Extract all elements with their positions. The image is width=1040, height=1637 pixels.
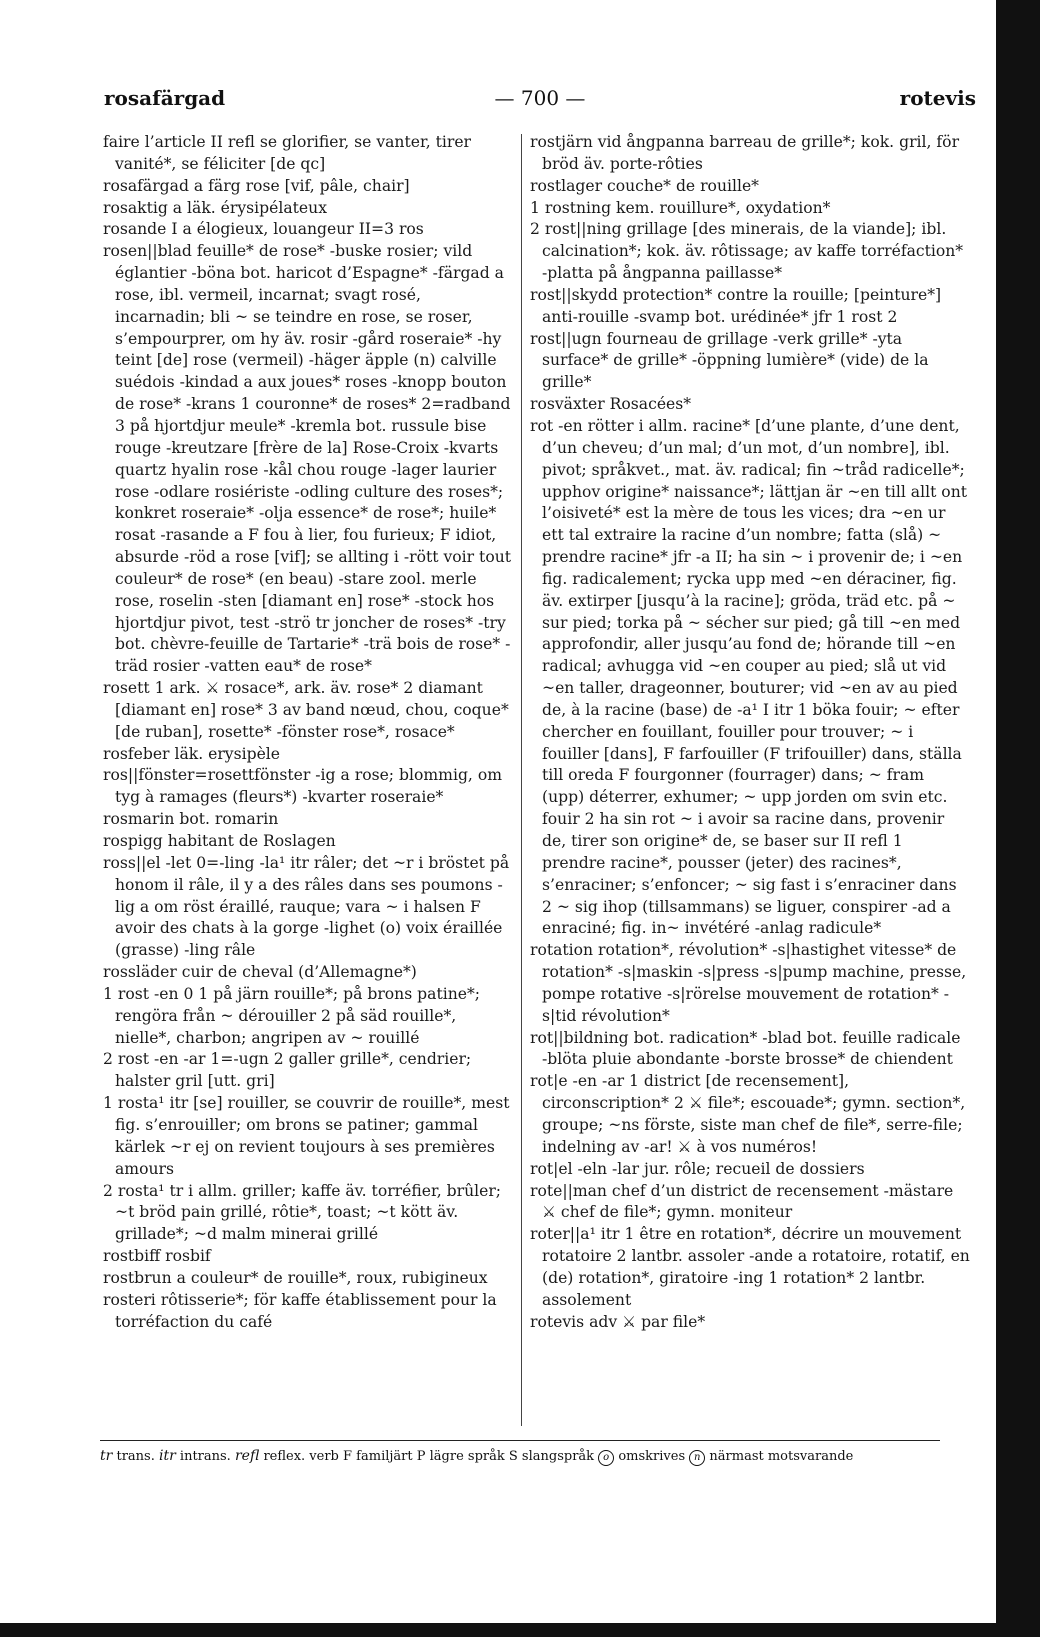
- dictionary-entry: rost||ugn fourneau de grillage -verk grille* -yta surface* de grille* -öppning lumière* (vide) de la grille*: [530, 329, 929, 392]
- dictionary-entry: rosväxter Rosacées*: [530, 395, 692, 414]
- legend-refl: refl: [234, 1448, 260, 1464]
- column-divider: [521, 134, 522, 1426]
- dictionary-entry: rotevis adv ⚔ par file*: [530, 1312, 706, 1331]
- legend-paraphrase: omskrives: [618, 1449, 686, 1464]
- dictionary-entry: rostbiff rosbif: [103, 1247, 211, 1266]
- dictionary-entry: rosaktig a läk. érysipélateux: [103, 198, 327, 217]
- right-column: [530, 132, 970, 1333]
- dictionary-entry: rostlager couche* de rouille*: [530, 176, 759, 195]
- dictionary-entry: roter||a¹ itr 1 être en rotation*, décrire un mouvement rotatoire 2 lantbr. assoler -ande a rotatoire, rotatif, en (de) rotation*, giratoire -ing 1 rotation* 2 lantbr. assolement: [530, 1225, 970, 1309]
- dictionary-entry: 1 rostning kem. rouillure*, oxydation*: [530, 198, 831, 217]
- dictionary-entry: rot|el -eln -lar jur. rôle; recueil de dossiers: [530, 1159, 865, 1178]
- legend-familiar: F familjärt: [343, 1449, 413, 1464]
- circled-o-icon: o: [598, 1450, 614, 1466]
- dictionary-entry: rosande I a élogieux, louangeur II=3 ros: [103, 220, 424, 239]
- dictionary-entry: rosmarin bot. romarin: [103, 810, 279, 829]
- header-last-word: rotevis: [899, 86, 976, 110]
- dictionary-entry: rosett 1 ark. ⚔ rosace*, ark. äv. rose* 2 diamant [diamant en] rose* 3 av band nœud, chou, coque* [de ruban], rosette* -fönster rose*, rosace*: [103, 679, 509, 741]
- abbreviation-legend: [100, 1448, 940, 1466]
- dictionary-entry: rotation rotation*, révolution* -s|hastighet vitesse* de rotation* -s|maskin -s|press -s|pump machine, presse, pompe rotative -s|rörelse mouvement de rotation* -s|tid révolution*: [530, 941, 967, 1025]
- dictionary-entry: ross||el -let 0=-ling -la¹ itr râler; det ~r i bröstet på honom il râle, il y a des râles dans ses poumons -lig a om röst éraillé, rauque; vara ~ i halsen F avoir des chats à la gorge -lighet (o) voix éraillée (grasse) -ling râle: [103, 853, 510, 960]
- dictionary-entry: rostbrun a couleur* de rouille*, roux, rubigineux: [103, 1268, 488, 1287]
- legend-itr-text: intrans.: [179, 1449, 231, 1464]
- legend-tr: tr: [100, 1448, 113, 1464]
- dictionary-entry: 2 rost||ning grillage [des minerais, de la viande]; ibl. calcination*; kok. äv. rôtissage; av kaffe torréfaction* -platta på ångpanna paillasse*: [530, 220, 964, 283]
- legend-lower-language: P lägre språk: [416, 1449, 505, 1464]
- legend-nearest-equivalent: närmast motsvarande: [709, 1449, 854, 1464]
- legend-slang: S slangspråk: [508, 1449, 595, 1464]
- circled-n-icon: n: [689, 1450, 705, 1466]
- legend-refl-text: reflex. verb: [263, 1449, 339, 1464]
- dictionary-entry: 1 rosta¹ itr [se] rouiller, se couvrir de rouille*, mest fig. s’enrouiller; om brons se patiner; gammal kärlek ~r ej on revient toujours à ses premières amours: [103, 1094, 510, 1178]
- dictionary-entry: rosafärgad a färg rose [vif, pâle, chair]: [103, 176, 410, 195]
- dictionary-entry: 2 rost -en -ar 1=-ugn 2 galler grille*, cendrier; halster gril [utt. gri]: [103, 1050, 472, 1091]
- dictionary-entry: rot -en rötter i allm. racine* [d’une plante, d’une dent, d’un cheveu; d’un mal; d’un mot, d’un nombre], ibl. pivot; språkvet., mat. äv. radical; fin ~tråd radicelle*; upphov origine* naissance*; lättjan är ~en till allt ont l’oisiveté* est la mère de tous les vices; dra ~en ur ett tal extraire la racine d’un nombre; fatta (slå) ~ prendre racine* jfr -a II; ha sin ~ i provenir de; i ~en fig. radicalement; rycka upp med ~en déraciner, fig. äv. extirper [jusqu’à la racine]; gröda, träd etc. på ~ sur pied; torka på ~ sécher sur pied; gå till ~en med approfondir, aller jusqu’au fond de; hörande till ~en radical; avhugga vid ~en couper au pied; slå ut vid ~en taller, drageonner, bouturer; vid ~en av au pied de, à la racine (base) de -a¹ I itr 1 böka fouir; ~ efter chercher en fouillant, fouiller pour trouver; ~ i fouiller [dans], F farfouiller (F trifouiller) dans, ställa till oreda F fourgonner (fourrager) dans; ~ fram (upp) déterrer, exhumer; ~ upp jorden om svin etc. fouir 2 ha sin rot ~ i avoir sa racine dans, provenir de, tirer son origine* de, se baser sur II refl 1 prendre racine*, pousser (jeter) des racines*, s’enraciner; s’enfoncer; ~ sig fast i s’enraciner dans 2 ~ sig ihop (tillsammans) se liguer, conspirer -ad a enraciné; fig. in~ invétéré -anlag radicule*: [530, 416, 967, 938]
- dictionary-entry: 2 rosta¹ tr i allm. griller; kaffe äv. torréfier, brûler; ~t bröd pain grillé, rôtie*, toast; ~t kött äv. grillade*; ~d malm minerai grillé: [103, 1181, 502, 1244]
- legend-tr-text: trans.: [116, 1449, 155, 1464]
- dictionary-entry: ros||fönster=rosettfönster -ig a rose; blommig, om tyg à ramages (fleurs*) -kvarter roseraie*: [103, 766, 503, 807]
- dictionary-entry: rosen||blad feuille* de rose* -buske rosier; vild églantier -böna bot. haricot d’Espagne* -färgad a rose, ibl. vermeil, incarnat; svagt rosé, incarnadin; bli ~ se teindre en rose, se roser, s’empourprer, om hy äv. rosir -gård roseraie* -hy teint [de] rose (vermeil) -häger äpple (n) calville suédois -kindad a aux joues* roses -knopp bouton de rose* -krans 1 couronne* de roses* 2=radband 3 på hjortdjur meule* -kremla bot. russule bise rouge -kreutzare [frère de la] Rose-Croix -kvarts quartz hyalin rose -kål chou rouge -lager laurier rose -odlare rosiériste -odling culture des roses*; konkret roseraie* -olja essence* de rose*; huile* rosat -rasande a F fou à lier, fou furieux; F idiot, absurde -röd a rose [vif]; se allting i -rött voir tout couleur* de rose* (en beau) -stare zool. merle rose, roselin -sten [diamant en] rose* -stock hos hjortdjur pivot, test -strö tr joncher de roses* -try bot. chèvre-feuille de Tartarie* -trä bois de rose* -träd rosier -vatten eau* de rose*: [103, 242, 512, 676]
- dictionary-entry: rospigg habitant de Roslagen: [103, 832, 336, 850]
- header-first-word: rosafärgad: [104, 86, 226, 110]
- dictionary-entry: rot|e -en -ar 1 district [de recensement], circonscription* 2 ⚔ file*; escouade*; gymn. section*, groupe; ~ns förste, siste man chef de file*, serre-file; indelning av -ar! ⚔ à vos numéros!: [530, 1072, 966, 1156]
- dictionary-entry: rosteri rôtisserie*; för kaffe établissement pour la torréfaction du café: [103, 1290, 497, 1331]
- dictionary-entry: faire l’article II refl se glorifier, se vanter, tirer vanité*, se féliciter [de qc]: [103, 133, 472, 173]
- dictionary-entry: rostjärn vid ångpanna barreau de grille*; kok. gril, för bröd äv. porte-rôties: [530, 133, 960, 173]
- legend-itr: itr: [158, 1448, 176, 1464]
- dictionary-entry: rosfeber läk. erysipèle: [103, 744, 281, 763]
- dictionary-entry: rost||skydd protection* contre la rouille; [peinture*] anti-rouille -svamp bot. urédinée* jfr 1 rost 2: [530, 285, 942, 326]
- dictionary-entry: rossläder cuir de cheval (d’Allemagne*): [103, 963, 417, 982]
- dictionary-entry: 1 rost -en 0 1 på järn rouille*; på brons patine*; rengöra från ~ dérouiller 2 på säd rouille*, nielle*, charbon; angripen av ~ rouillé: [103, 984, 481, 1047]
- page-header: [104, 86, 976, 116]
- dictionary-entry: rote||man chef d’un district de recensement -mästare ⚔ chef de file*; gymn. moniteur: [530, 1181, 954, 1222]
- dictionary-entry: rot||bildning bot. radication* -blad bot. feuille radicale -blöta pluie abondante -borste brosse* de chiendent: [530, 1028, 961, 1069]
- left-column: [103, 132, 515, 1333]
- page-number: — 700 —: [494, 86, 586, 110]
- footer-rule: [100, 1440, 940, 1441]
